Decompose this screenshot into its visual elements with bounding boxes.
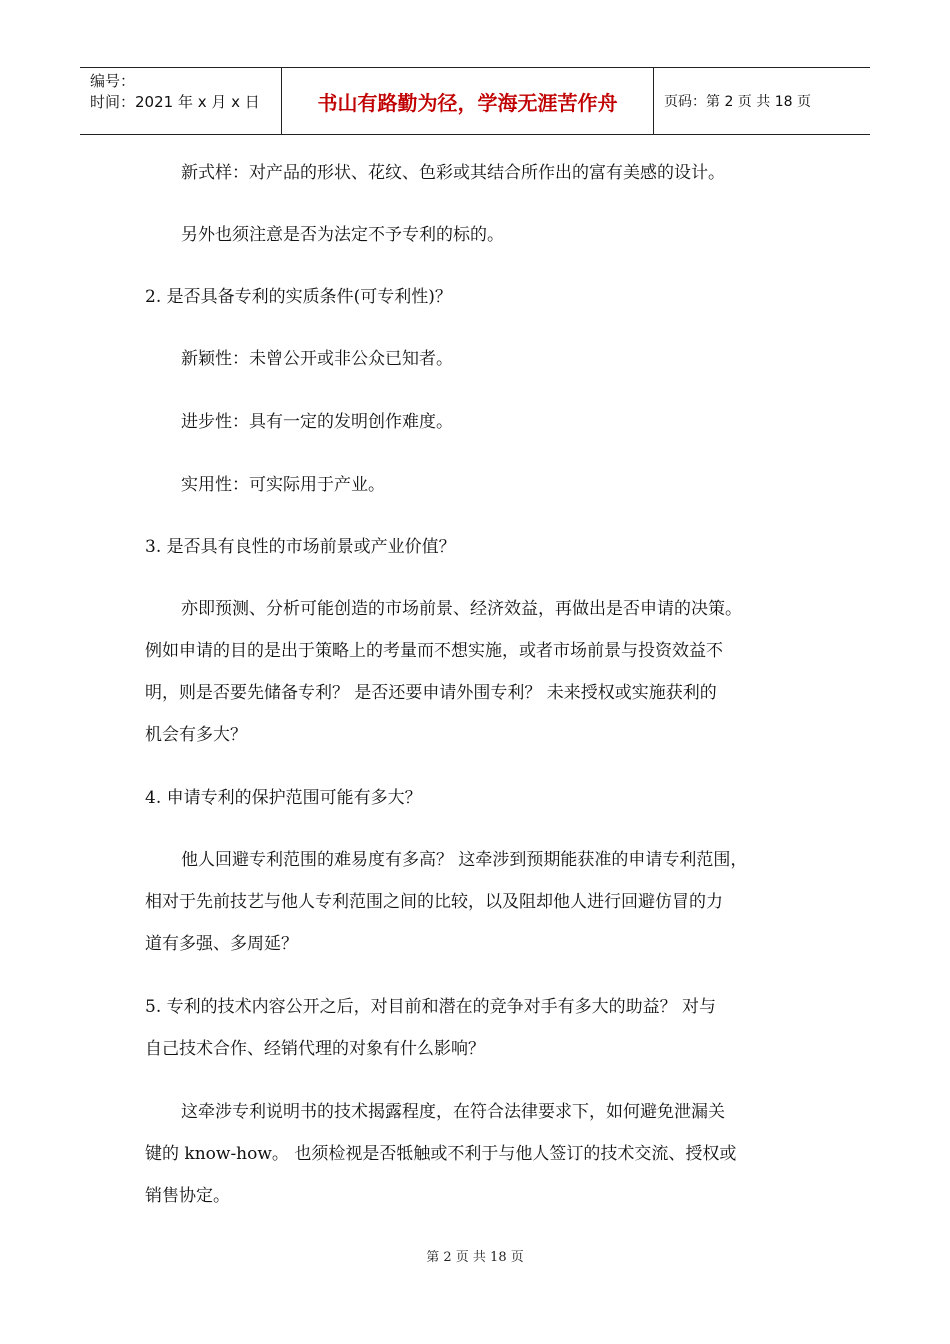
section-heading: 3. 是否具有良性的市场前景或产业价值？ [145,537,456,557]
paragraph-line: 实用性：可实际用于产业。 [181,475,385,495]
paragraph-line: 明，则是否要先储备专利？ 是否还要申请外围专利？ 未来授权或实施获利的 [145,683,717,703]
paragraph-line: 另外也须注意是否为法定不予专利的标的。 [181,225,504,245]
paragraph-line: 道有多强、多周延？ [145,934,298,954]
paragraph-line: 新颖性：未曾公开或非公众已知者。 [181,349,453,369]
header-meta [80,68,282,134]
paragraph-line: 新式样：对产品的形状、花纹、色彩或其结合所作出的富有美感的设计。 [181,163,725,183]
section-heading: 5. 专利的技术内容公开之后，对目前和潜在的竞争对手有多大的助益？ 对与 [145,997,717,1017]
paragraph-line: 亦即预测、分析可能创造的市场前景、经济效益，再做出是否申请的决策。 [181,599,742,619]
paragraph-line: 自己技术合作、经销代理的对象有什么影响？ [145,1039,485,1059]
paragraph-line: 例如申请的目的是出于策略上的考量而不想实施，或者市场前景与投资效益不 [145,641,723,661]
paragraph-line: 进步性：具有一定的发明创作难度。 [181,412,453,432]
header-number-label: 编号： [90,72,136,90]
section-heading: 2. 是否具备专利的实质条件(可专利性)？ [145,287,452,307]
paragraph-line: 相对于先前技艺与他人专利范围之间的比较，以及阻却他人进行回避仿冒的力 [145,892,723,912]
paragraph-line: 机会有多大？ [145,725,247,745]
page-header [80,67,870,135]
header-motto: 书山有路勤为径，学海无涯苦作舟 [282,68,654,134]
paragraph-line: 他人回避专利范围的难易度有多高？ 这牵涉到预期能获准的申请专利范围， [181,850,748,870]
page-footer: 第 2 页 共 18 页 [426,1250,524,1265]
paragraph-line: 这牵涉专利说明书的技术揭露程度，在符合法律要求下，如何避免泄漏关 [181,1102,725,1122]
header-time-label: 时间：2021 年 x 月 x 日 [90,93,260,111]
section-heading: 4. 申请专利的保护范围可能有多大？ [145,788,422,808]
paragraph-line: 销售协定。 [145,1186,230,1206]
paragraph-line: 键的 know-how。 也须检视是否牴触或不利于与他人签订的技术交流、授权或 [145,1144,737,1164]
header-page-info: 页码：第 2 页 共 18 页 [664,94,811,110]
